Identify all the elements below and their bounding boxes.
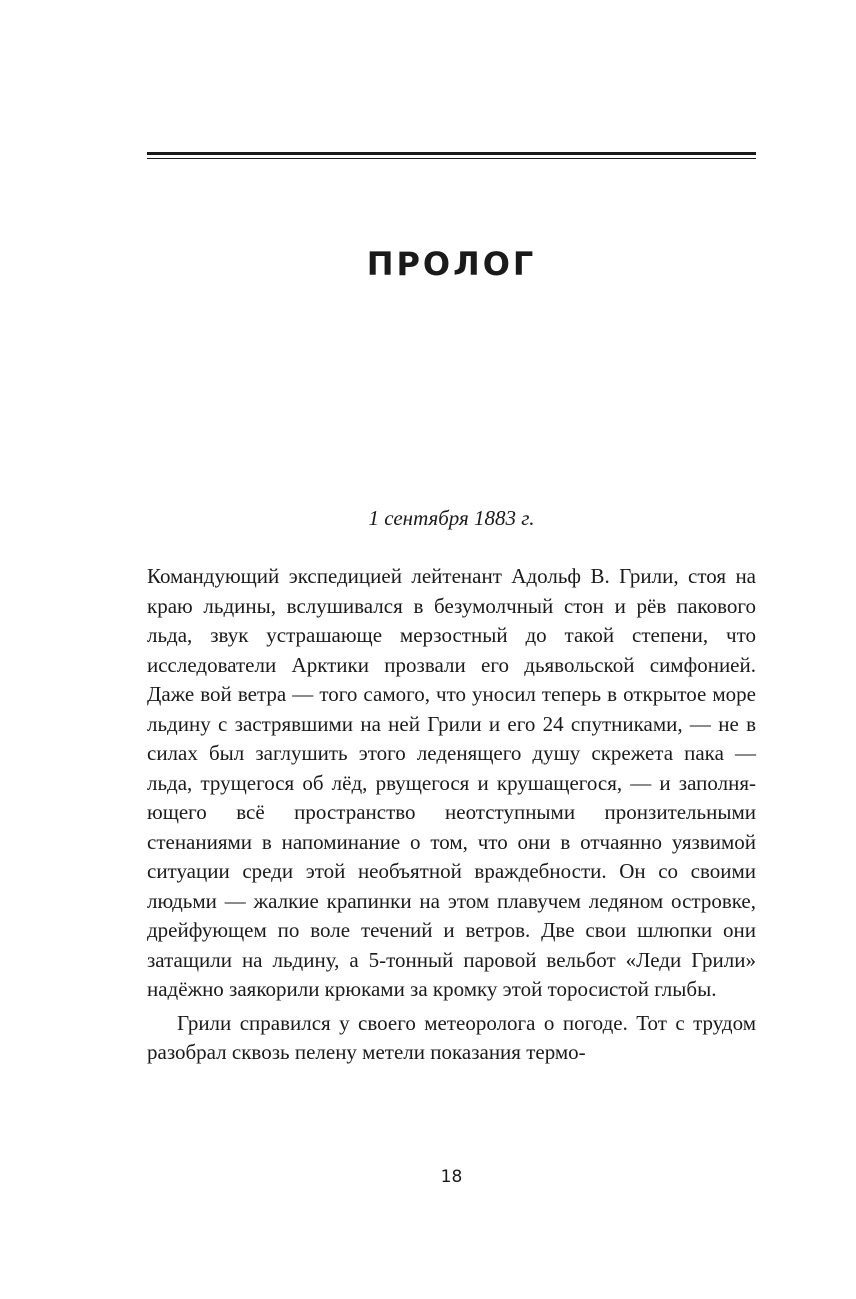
- header-rule-thick: [147, 152, 756, 155]
- paragraph-1: Командующий экспедицией лейтенант Адольф В. Грили, стоя на краю льдины, вслушивался в безумолчный стон и рёв пакового льда, звук устрашающе мерзостный до такой степени, что исследователи Арктики прозвали его дьявольской симфонией. Даже вой ветра — того самого, что уносил теперь в открытое море льдину с застрявшими на ней Грили и его 24 спутниками, — не в силах был заглушить этого леденящего душу скрежета пака — льда, трущегося об лёд, рвущегося и крушащегося, — и заполняющего всё пространство неотступными пронзительными стенаниями в напоминание о том, что они в отчаянно уязвимой ситуации среди этой необъятной враждебности. Он со своими людьми — жалкие крапинки на этом плавучем ледяном островке, дрейфующем по воле течений и ветров. Две свои шлюпки они затащили на льдину, а 5-тонный паровой вельбот «Леди Грили» надёжно заякорили крюками за кромку этой торосистой глыбы.: [147, 564, 756, 1001]
- body-text: [147, 562, 756, 1068]
- page-number: 18: [440, 1167, 463, 1187]
- chapter-title: ПРОЛОГ: [366, 245, 537, 283]
- chapter-date: 1 сентября 1883 г.: [368, 506, 535, 530]
- header-rule-thin: [147, 158, 756, 159]
- paragraph-2: Грили справился у своего метеоролога о погоде. Тот с трудом разобрал сквозь пелену метели показания термо-: [147, 1010, 756, 1064]
